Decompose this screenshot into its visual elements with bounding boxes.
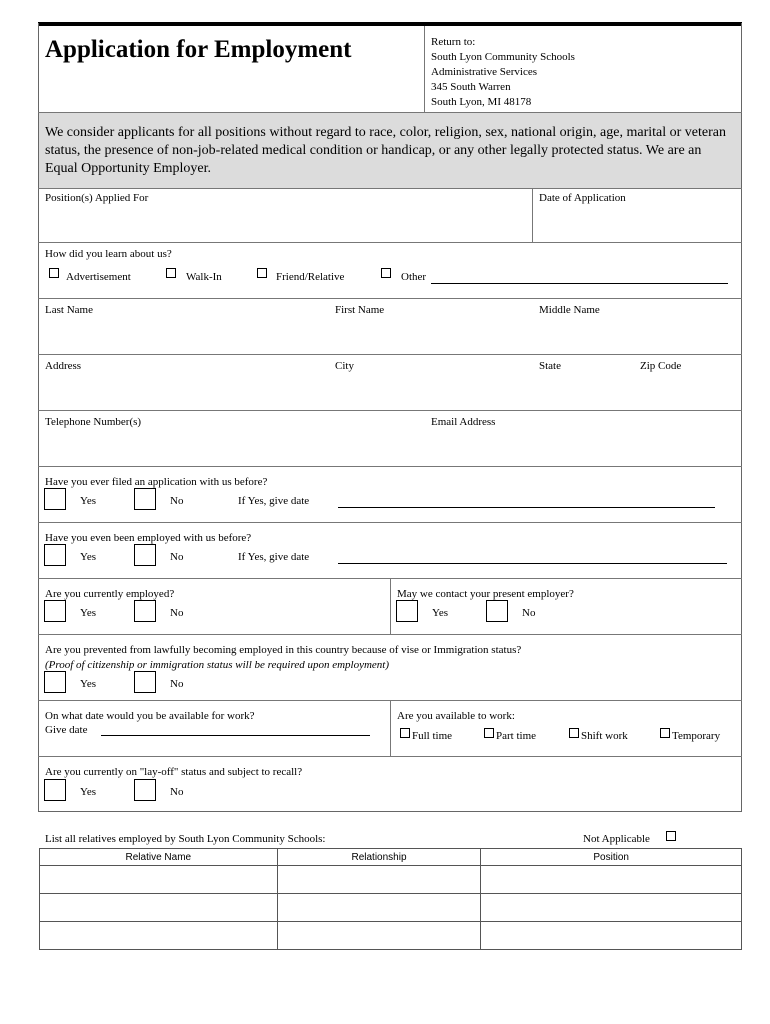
relatives-table	[39, 848, 742, 950]
address-input[interactable]	[45, 376, 325, 406]
other-input[interactable]	[431, 283, 728, 284]
date-of-application-label: Date of Application	[539, 192, 626, 204]
relationship-header: Relationship	[277, 849, 481, 866]
divider	[38, 242, 742, 243]
relative-name-cell[interactable]	[40, 866, 278, 894]
position-cell[interactable]	[481, 894, 742, 922]
divider	[38, 188, 742, 189]
divider	[38, 410, 742, 411]
employed-before-question: Have you even been employed with us before?	[45, 532, 252, 544]
positions-input[interactable]	[45, 206, 525, 240]
not-applicable-checkbox[interactable]	[666, 831, 676, 841]
zip-code-input[interactable]	[640, 376, 735, 406]
contact-employer-no-label: No	[522, 607, 536, 619]
currently-employed-no-checkbox[interactable]	[134, 600, 156, 622]
divider	[38, 354, 742, 355]
contact-employer-yes-checkbox[interactable]	[396, 600, 418, 622]
currently-employed-yes-label: Yes	[80, 607, 97, 619]
filed-before-no-label: No	[170, 495, 184, 507]
walk-in-checkbox[interactable]	[166, 268, 176, 278]
prevented-no-checkbox[interactable]	[134, 671, 156, 693]
eeo-notice: We consider applicants for all positions without regard to race, color, religion, sex, national origin, age, marital or veteran status, the presence of non-job-related medical condition or handicap, or any other legally protected status. We are an Equal Opportunity Employer.	[45, 125, 726, 176]
city-label: City	[335, 360, 354, 372]
filed-before-question: Have you ever filed an application with us before?	[45, 476, 268, 488]
prevented-no-label: No	[170, 678, 184, 690]
employed-before-date-input[interactable]	[338, 563, 727, 564]
contact-employer-no-checkbox[interactable]	[486, 600, 508, 622]
part-time-checkbox[interactable]	[484, 728, 494, 738]
first-name-label: First Name	[335, 304, 385, 316]
table-row	[40, 894, 742, 922]
relative-name-cell[interactable]	[40, 922, 278, 950]
divider	[38, 298, 742, 299]
position-header: Position	[481, 849, 742, 866]
return-line: South Lyon Community Schools	[431, 51, 575, 63]
prevented-question: Are you prevented from lawfully becoming employed in this country because of vise or Immigration status?	[45, 644, 522, 656]
divider	[390, 700, 391, 756]
city-input[interactable]	[335, 376, 530, 406]
date-of-application-input[interactable]	[539, 206, 735, 240]
employed-before-no-label: No	[170, 551, 184, 563]
full-time-checkbox[interactable]	[400, 728, 410, 738]
email-input[interactable]	[431, 432, 731, 462]
return-to-label: Return to:	[431, 36, 476, 48]
other-checkbox[interactable]	[381, 268, 391, 278]
table-row	[40, 866, 742, 894]
divider	[38, 634, 742, 635]
other-label: Other	[401, 271, 427, 283]
advertisement-checkbox[interactable]	[49, 268, 59, 278]
advertisement-label: Advertisement	[66, 271, 131, 283]
full-time-label: Full time	[412, 730, 453, 742]
divider	[390, 578, 391, 634]
position-cell[interactable]	[481, 866, 742, 894]
contact-employer-question: May we contact your present employer?	[397, 588, 574, 600]
divider	[532, 188, 533, 242]
currently-employed-question: Are you currently employed?	[45, 588, 175, 600]
form-title: Application for Employment	[45, 36, 352, 63]
walk-in-label: Walk-In	[186, 271, 222, 283]
positions-label: Position(s) Applied For	[45, 192, 149, 204]
first-name-input[interactable]	[335, 320, 530, 350]
return-line: South Lyon, MI 48178	[431, 96, 532, 108]
layoff-question: Are you currently on "lay-off" status and subject to recall?	[45, 766, 303, 778]
employed-before-yes-label: Yes	[80, 551, 97, 563]
relative-name-cell[interactable]	[40, 894, 278, 922]
return-line: 345 South Warren	[431, 81, 511, 93]
employed-before-no-checkbox[interactable]	[134, 544, 156, 566]
contact-employer-yes-label: Yes	[432, 607, 449, 619]
currently-employed-no-label: No	[170, 607, 184, 619]
relatives-label: List all relatives employed by South Lyon Community Schools:	[45, 833, 326, 845]
filed-before-date-label: If Yes, give date	[238, 495, 310, 507]
relationship-cell[interactable]	[277, 866, 481, 894]
return-address	[431, 35, 575, 110]
employed-before-date-label: If Yes, give date	[238, 551, 310, 563]
divider	[38, 522, 742, 523]
last-name-input[interactable]	[45, 320, 325, 350]
employed-before-yes-checkbox[interactable]	[44, 544, 66, 566]
how-learn-label: How did you learn about us?	[45, 248, 172, 260]
relationship-cell[interactable]	[277, 894, 481, 922]
telephone-label: Telephone Number(s)	[45, 416, 142, 428]
filed-before-yes-label: Yes	[80, 495, 97, 507]
temporary-checkbox[interactable]	[660, 728, 670, 738]
telephone-input[interactable]	[45, 432, 420, 462]
not-applicable-label: Not Applicable	[583, 833, 650, 845]
proof-note: (Proof of citizenship or immigration status will be required upon employment)	[45, 659, 390, 671]
part-time-label: Part time	[496, 730, 537, 742]
filed-before-date-input[interactable]	[338, 507, 715, 508]
email-label: Email Address	[431, 416, 496, 428]
currently-employed-yes-checkbox[interactable]	[44, 600, 66, 622]
relatives-header-row	[40, 849, 742, 866]
header-divider	[424, 26, 425, 113]
state-input[interactable]	[539, 376, 634, 406]
layoff-no-label: No	[170, 786, 184, 798]
prevented-yes-label: Yes	[80, 678, 97, 690]
layoff-yes-label: Yes	[80, 786, 97, 798]
available-to-work-question: Are you available to work:	[397, 710, 515, 722]
table-row	[40, 922, 742, 950]
available-date-question: On what date would you be available for work?	[45, 710, 255, 722]
layoff-no-checkbox[interactable]	[134, 779, 156, 801]
last-name-label: Last Name	[45, 304, 93, 316]
position-cell[interactable]	[481, 922, 742, 950]
available-date-input[interactable]	[101, 735, 370, 736]
divider	[38, 756, 742, 757]
layoff-yes-checkbox[interactable]	[44, 779, 66, 801]
shift-work-label: Shift work	[581, 730, 628, 742]
prevented-yes-checkbox[interactable]	[44, 671, 66, 693]
filed-before-no-checkbox[interactable]	[134, 488, 156, 510]
divider	[38, 466, 742, 467]
give-date-label: Give date	[45, 724, 88, 736]
shift-work-checkbox[interactable]	[569, 728, 579, 738]
temporary-label: Temporary	[672, 730, 721, 742]
filed-before-yes-checkbox[interactable]	[44, 488, 66, 510]
middle-name-label: Middle Name	[539, 304, 600, 316]
state-label: State	[539, 360, 561, 372]
return-line: Administrative Services	[431, 66, 538, 78]
middle-name-input[interactable]	[539, 320, 734, 350]
relative-name-header: Relative Name	[40, 849, 278, 866]
zip-code-label: Zip Code	[640, 360, 682, 372]
relationship-cell[interactable]	[277, 922, 481, 950]
friend-relative-label: Friend/Relative	[276, 271, 345, 283]
friend-relative-checkbox[interactable]	[257, 268, 267, 278]
address-label: Address	[45, 360, 82, 372]
